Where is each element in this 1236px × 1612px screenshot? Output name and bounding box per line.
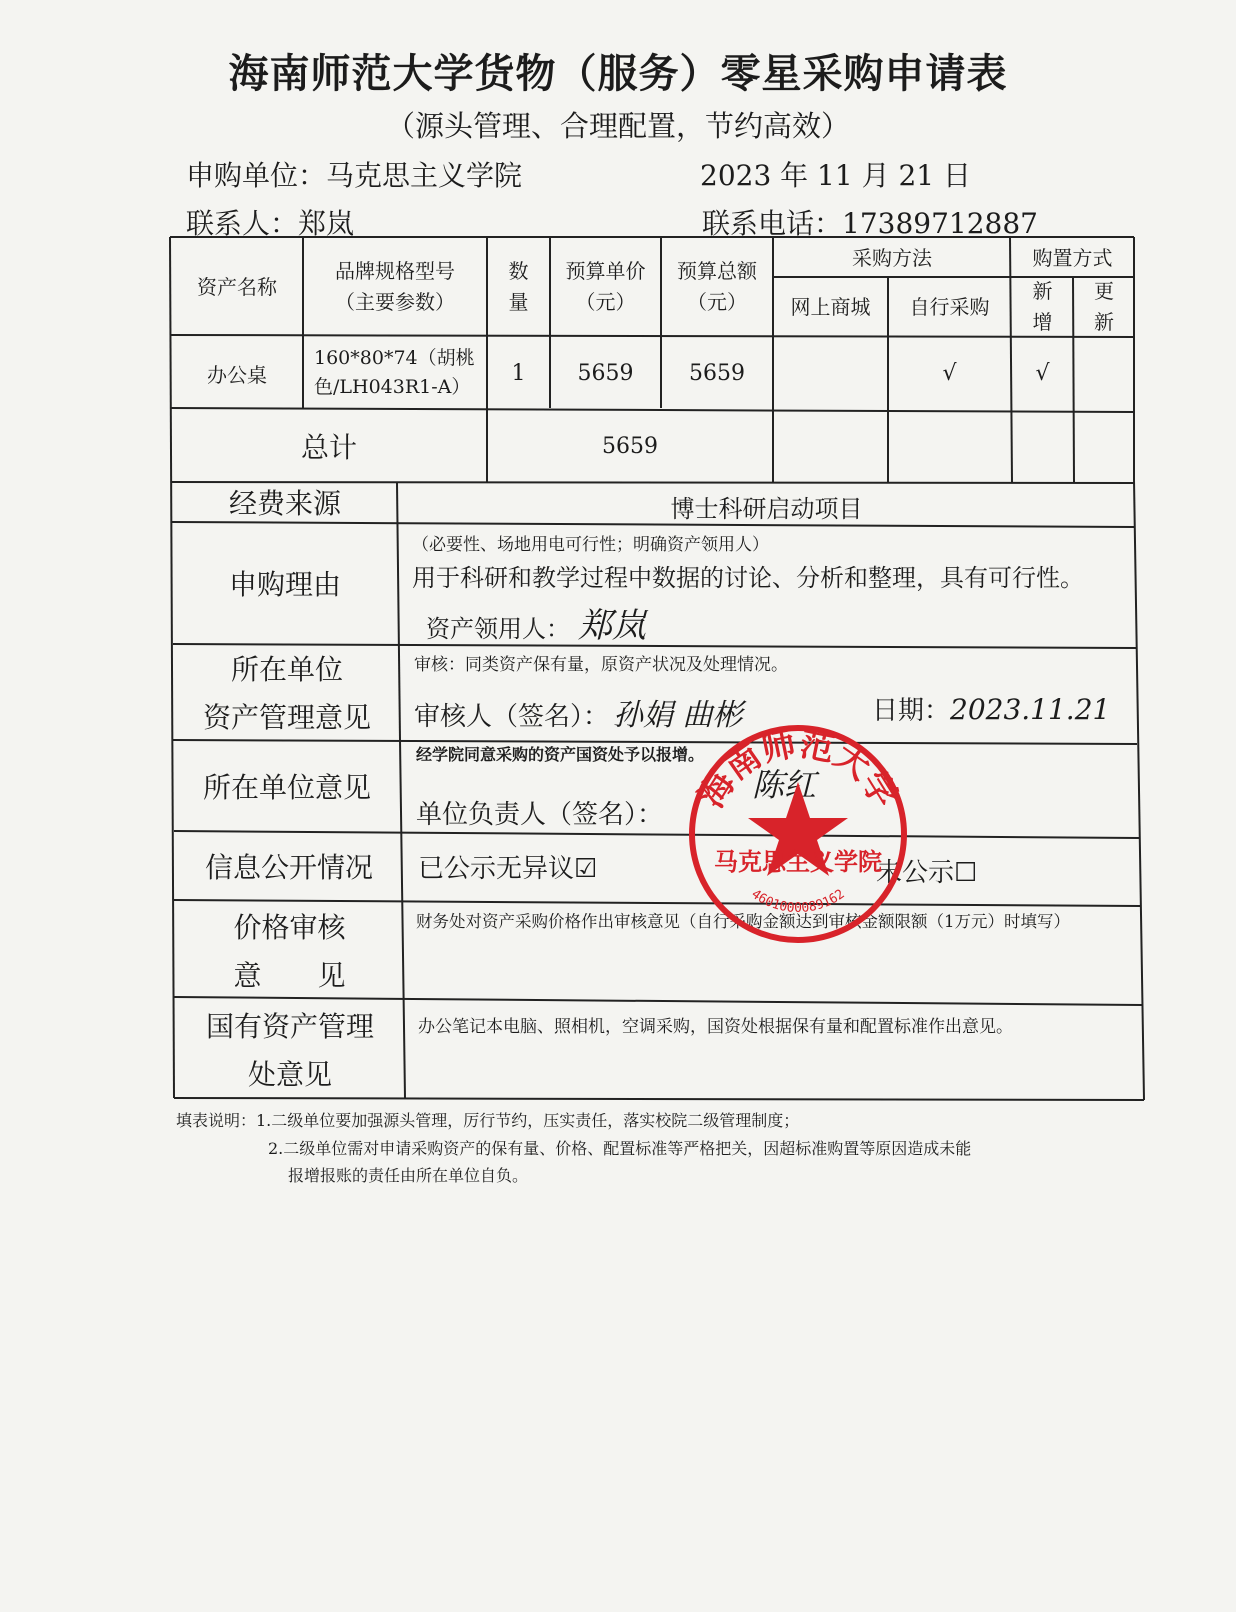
unit-label: 申购单位： (186, 159, 327, 192)
reason-receiver-signature: 郑岚 (578, 606, 646, 646)
official-seal (684, 720, 912, 948)
phone-label: 联系电话： (702, 207, 843, 240)
asset-date-value: 2023.11.21 (950, 693, 1111, 726)
col-method-online: 网上商城 (790, 294, 871, 319)
col-mode-new-line2: 增 (1032, 310, 1053, 334)
unit-leader (416, 794, 663, 831)
col-mode: 购置方式 (1032, 245, 1113, 270)
row-method-self-check: √ (942, 360, 957, 386)
state-asset-text: 办公笔记本电脑、照相机，空调采购，国资处根据保有量和配置标准作出意见。 (418, 1017, 1013, 1037)
disclosure-yes: 已公示无异议☑ (418, 854, 598, 884)
row-unit-price: 5659 (577, 360, 634, 386)
row-qty: 1 (511, 360, 526, 386)
col-asset-name: 资产名称 (197, 274, 277, 299)
col-spec-line2: （主要参数） (335, 290, 455, 314)
seal-top-text: 海南师范大学 (691, 723, 905, 815)
unit-opinion-text: 经学院同意采购的资产国资处予以报增。 (416, 745, 705, 764)
contact-value: 郑岚 (298, 207, 355, 240)
row-spec-line1: 160*80*74（胡桃 (314, 347, 475, 369)
state-asset-label-line1: 国有资产管理 (205, 1010, 374, 1043)
row-spec-line2: 色/LH043R1-A） (314, 376, 471, 398)
col-method: 采购方法 (852, 245, 932, 270)
note-line1: 填表说明：1.二级单位要加强源头管理，厉行节约，压实责任，落实校院二级管理制度； (176, 1111, 800, 1130)
price-review-hint: 财务处对资产采购价格作出审核意见（自行采购金额达到审核金额限额（1万元）时填写） (416, 912, 1070, 931)
price-review-label-line2: 意 见 (233, 959, 346, 992)
reason-hint: （必要性、场地用电可行性；明确资产领用人） (412, 535, 769, 555)
reason-label: 申购理由 (228, 568, 341, 601)
col-mode-update-line1: 更 (1094, 279, 1114, 303)
total-label: 总计 (300, 431, 357, 464)
price-review-label-line1: 价格审核 (233, 911, 346, 944)
asset-reviewer-signature: 孙娟 曲彬 (613, 698, 743, 733)
col-spec-line1: 品牌规格型号 (335, 259, 455, 283)
unit-opinion-label: 所在单位意见 (202, 771, 371, 804)
col-mode-update-line2: 新 (1094, 310, 1114, 334)
asset-opinion-label-line2: 资产管理意见 (202, 700, 371, 734)
col-total (662, 239, 772, 335)
form-date: 2023 年 11 月 21 日 (700, 159, 972, 192)
reason-receiver (426, 598, 646, 647)
total-value: 5659 (602, 433, 658, 459)
col-unit-price-line2: （元） (575, 290, 636, 314)
col-qty-line2: 量 (508, 290, 529, 314)
funding-label: 经费来源 (228, 487, 341, 520)
col-unit-price-line1: 预算单价 (565, 259, 646, 283)
row-method-online (774, 337, 887, 409)
col-mode-new-line1: 新 (1032, 279, 1053, 303)
unit-leader-label: 单位负责人（签名）： (416, 800, 664, 830)
row-mode-new-check: √ (1035, 360, 1050, 386)
note-line2: 2.二级单位需对申请采购资产的保有量、价格、配置标准等严格把关，因超标准购置等原因造成未能 (268, 1139, 972, 1158)
col-unit-price (551, 239, 660, 335)
state-asset-label-line2: 处意见 (247, 1058, 332, 1091)
row-asset-name: 办公桌 (207, 362, 267, 387)
phone-value: 17389712887 (842, 207, 1038, 240)
col-mode-new (1012, 278, 1073, 336)
col-mode-update (1075, 278, 1133, 336)
col-total-line1: 预算总额 (677, 259, 757, 283)
price-review-label (175, 904, 404, 1000)
disclosure-no: 未公示☐ (876, 858, 978, 888)
row-total: 5659 (689, 360, 745, 386)
asset-opinion-hint: 审核：同类资产保有量，原资产状况及处理情况。 (414, 655, 788, 675)
col-qty (488, 239, 549, 335)
col-total-line2: （元） (687, 290, 747, 314)
asset-opinion-label-line1: 所在单位 (230, 652, 343, 686)
reason-receiver-label: 资产领用人： (426, 615, 570, 643)
form-subtitle: （源头管理、合理配置，节约高效） (385, 109, 850, 143)
state-asset-label (175, 1002, 405, 1100)
asset-date-label: 日期： (872, 696, 951, 726)
seal-bottom-text: 马克思主义学院 (714, 848, 882, 876)
unit-leader-signature: 陈红 (752, 766, 817, 804)
col-spec (304, 239, 486, 335)
col-method-self: 自行采购 (909, 294, 990, 319)
row-spec (304, 337, 486, 409)
row-mode-update (1075, 337, 1133, 409)
funding-value: 博士科研启动项目 (670, 494, 863, 523)
col-qty-line1: 数 (508, 259, 529, 283)
asset-opinion-label (174, 646, 400, 741)
contact-label: 联系人： (186, 207, 299, 240)
form-title: 海南师范大学货物（服务）零星采购申请表 (228, 51, 1008, 97)
disclosure-label: 信息公开情况 (204, 851, 373, 884)
reason-text: 用于科研和教学过程中数据的讨论、分析和整理，具有可行性。 (412, 564, 1084, 592)
note-line3: 报增报账的责任由所在单位自负。 (288, 1166, 529, 1185)
asset-reviewer-label: 审核人（签名）： (414, 702, 610, 732)
unit-value: 马克思主义学院 (326, 159, 523, 192)
seal-code: 4601000089162 (748, 886, 848, 917)
